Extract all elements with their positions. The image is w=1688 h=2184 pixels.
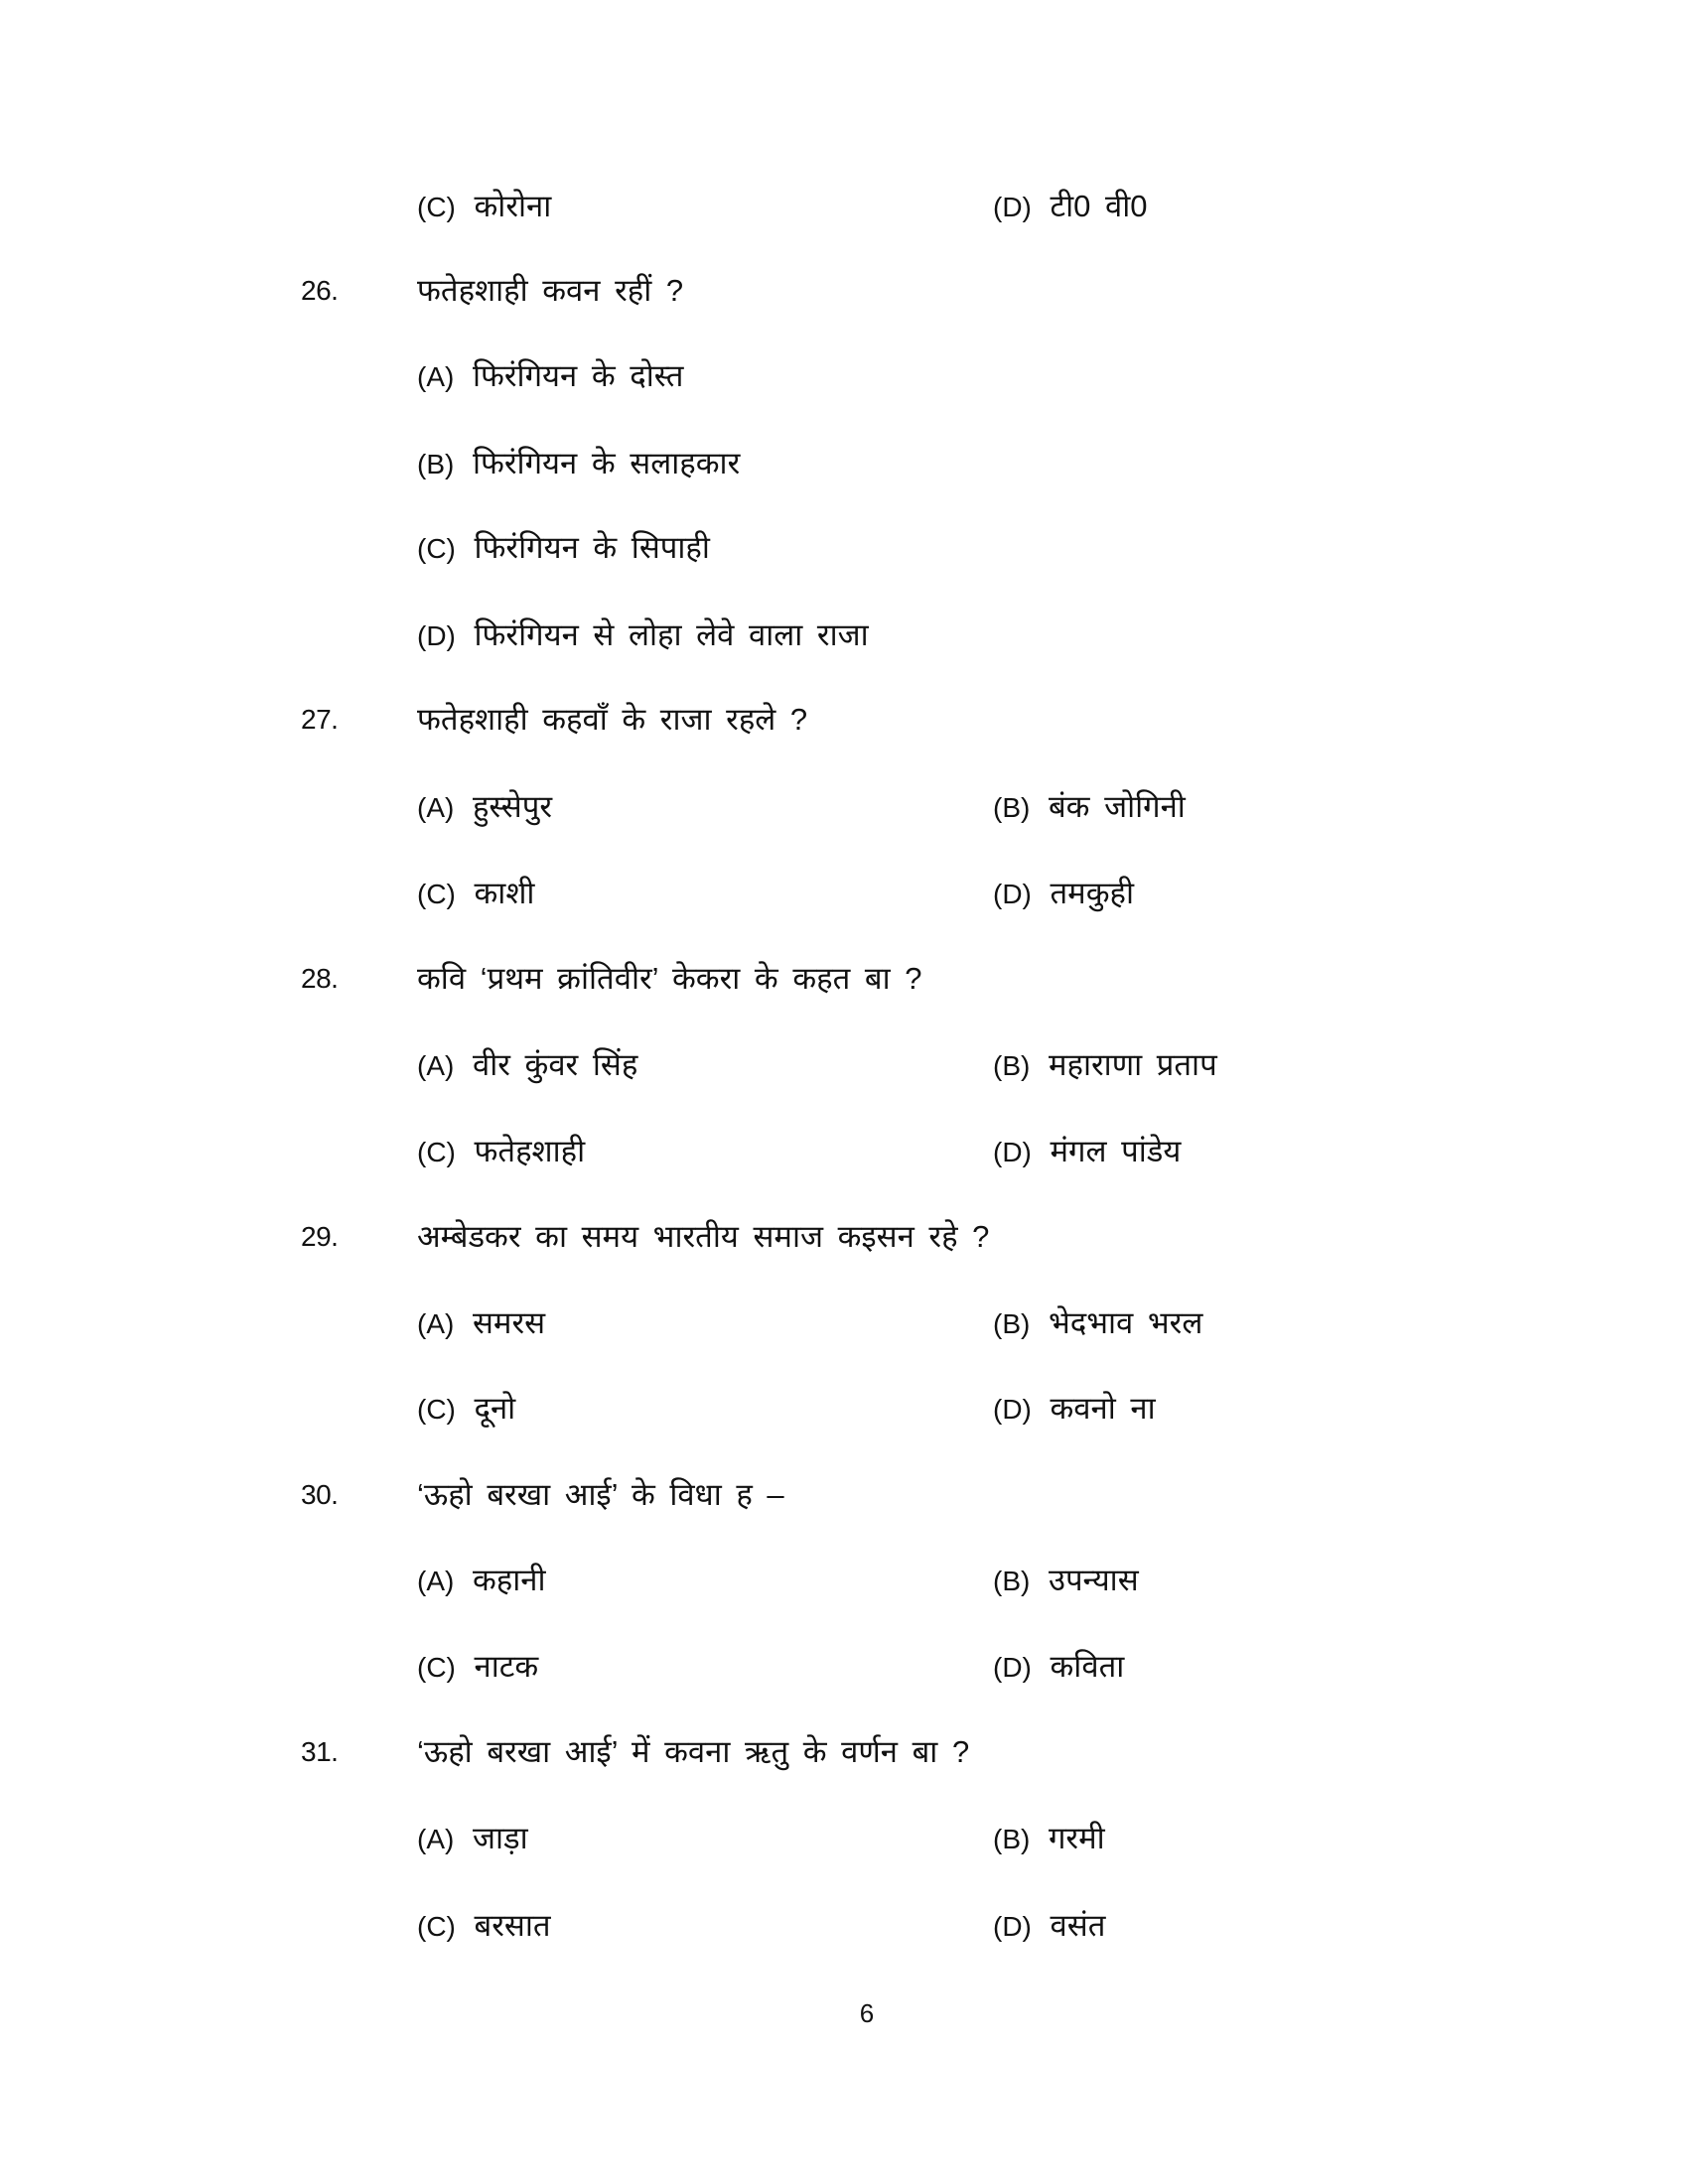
question-text: फतेहशाही कहवाँ के राजा रहले ? bbox=[417, 702, 808, 737]
question-31 bbox=[0, 1722, 1688, 1782]
option-text: फिरंगियन के दोस्त bbox=[472, 358, 684, 393]
option-label: (B) bbox=[993, 1824, 1031, 1854]
option-a bbox=[417, 777, 552, 838]
option-c bbox=[417, 1122, 585, 1182]
option-label: (C) bbox=[417, 192, 456, 222]
option-text: फिरंगियन से लोहा लेवे वाला राजा bbox=[474, 617, 869, 652]
option-b bbox=[993, 1551, 1139, 1611]
question-text: कवि ‘प्रथम क्रांतिवीर’ केकरा के कहत बा ? bbox=[417, 961, 922, 996]
option-label: (B) bbox=[417, 449, 455, 479]
option-label: (C) bbox=[417, 1137, 456, 1167]
option-d bbox=[417, 606, 869, 666]
q26-option-d-row bbox=[0, 606, 1688, 665]
q28-options-ab-row bbox=[0, 1035, 1688, 1095]
question-number: 30. bbox=[301, 1479, 339, 1510]
option-label: (C) bbox=[417, 1394, 456, 1425]
option-text: महाराणा प्रताप bbox=[1048, 1047, 1217, 1082]
option-a bbox=[417, 346, 683, 407]
question-text: ‘ऊहो बरखा आई’ के विधा ह – bbox=[417, 1477, 784, 1512]
option-text: दूनो bbox=[474, 1391, 516, 1426]
option-label: (B) bbox=[993, 1050, 1031, 1081]
q31-options-ab-row bbox=[0, 1809, 1688, 1868]
option-c bbox=[417, 1637, 538, 1698]
q26-option-c-row bbox=[0, 518, 1688, 578]
question-27 bbox=[0, 690, 1688, 750]
option-d bbox=[993, 1896, 1105, 1957]
question-text: फतेहशाही कवन रहीं ? bbox=[417, 273, 684, 308]
option-text: वीर कुंवर सिंह bbox=[472, 1047, 638, 1082]
question-number: 28. bbox=[301, 963, 339, 994]
option-label: (A) bbox=[417, 1566, 455, 1596]
option-d bbox=[993, 864, 1134, 924]
carryover-options-row bbox=[0, 177, 1688, 236]
option-label: (D) bbox=[993, 879, 1032, 909]
option-text: समरस bbox=[472, 1305, 546, 1340]
q27-options-ab-row bbox=[0, 777, 1688, 837]
option-a bbox=[417, 1551, 546, 1611]
option-c bbox=[417, 1896, 551, 1957]
option-c bbox=[417, 177, 551, 237]
option-text: फिरंगियन के सलाहकार bbox=[472, 446, 741, 480]
option-text: हुस्सेपुर bbox=[472, 789, 553, 824]
option-b bbox=[993, 777, 1186, 838]
option-label: (C) bbox=[417, 879, 456, 909]
option-label: (A) bbox=[417, 1824, 455, 1854]
option-label: (C) bbox=[417, 1911, 456, 1942]
question-text: ‘ऊहो बरखा आई’ में कवना ऋतु के वर्णन बा ? bbox=[417, 1734, 970, 1769]
option-text: फिरंगियन के सिपाही bbox=[474, 530, 710, 565]
option-a bbox=[417, 1294, 545, 1354]
option-b bbox=[993, 1809, 1105, 1869]
option-text: उपन्यास bbox=[1048, 1563, 1139, 1597]
option-d bbox=[993, 1379, 1156, 1439]
question-28 bbox=[0, 949, 1688, 1009]
option-label: (C) bbox=[417, 533, 456, 564]
q28-options-cd-row bbox=[0, 1122, 1688, 1181]
option-a bbox=[417, 1035, 637, 1096]
option-label: (B) bbox=[993, 792, 1031, 823]
option-label: (D) bbox=[993, 1137, 1032, 1167]
page-number: 6 bbox=[859, 1998, 875, 2028]
option-label: (D) bbox=[993, 1652, 1032, 1683]
option-text: बरसात bbox=[474, 1908, 551, 1943]
option-label: (B) bbox=[993, 1308, 1031, 1339]
option-label: (D) bbox=[993, 1911, 1032, 1942]
option-label: (A) bbox=[417, 1308, 455, 1339]
option-label: (A) bbox=[417, 361, 455, 392]
option-c bbox=[417, 864, 534, 924]
question-26 bbox=[0, 261, 1688, 321]
option-text: टी0 वी0 bbox=[1050, 189, 1148, 223]
option-b bbox=[993, 1035, 1217, 1096]
option-text: वसंत bbox=[1050, 1908, 1106, 1943]
option-b bbox=[417, 434, 740, 494]
option-label: (D) bbox=[993, 192, 1032, 222]
question-number: 31. bbox=[301, 1736, 339, 1767]
option-d bbox=[993, 1637, 1124, 1698]
question-30 bbox=[0, 1465, 1688, 1525]
option-label: (A) bbox=[417, 792, 455, 823]
question-number: 29. bbox=[301, 1221, 339, 1252]
q26-option-b-row bbox=[0, 434, 1688, 493]
q26-option-a-row bbox=[0, 346, 1688, 406]
option-text: काशी bbox=[474, 876, 535, 910]
option-text: फतेहशाही bbox=[474, 1134, 586, 1168]
question-29 bbox=[0, 1207, 1688, 1267]
option-label: (A) bbox=[417, 1050, 455, 1081]
option-label: (D) bbox=[993, 1394, 1032, 1425]
option-text: जाड़ा bbox=[472, 1821, 528, 1855]
question-number: 26. bbox=[301, 275, 339, 306]
option-text: कवनो ना bbox=[1050, 1391, 1156, 1426]
q29-options-cd-row bbox=[0, 1379, 1688, 1438]
q30-options-cd-row bbox=[0, 1637, 1688, 1697]
option-c bbox=[417, 518, 710, 579]
option-label: (D) bbox=[417, 620, 456, 651]
option-text: कोरोना bbox=[474, 189, 552, 223]
q29-options-ab-row bbox=[0, 1294, 1688, 1353]
option-text: नाटक bbox=[474, 1649, 539, 1684]
q27-options-cd-row bbox=[0, 864, 1688, 923]
option-b bbox=[993, 1294, 1202, 1354]
option-text: मंगल पांडेय bbox=[1050, 1134, 1182, 1168]
option-a bbox=[417, 1809, 528, 1869]
option-label: (B) bbox=[993, 1566, 1031, 1596]
option-label: (C) bbox=[417, 1652, 456, 1683]
option-text: बंक जोगिनी bbox=[1048, 789, 1186, 824]
option-text: कविता bbox=[1050, 1649, 1125, 1684]
option-c bbox=[417, 1379, 515, 1439]
q31-options-cd-row bbox=[0, 1896, 1688, 1956]
option-d bbox=[993, 177, 1148, 237]
option-text: गरमी bbox=[1048, 1821, 1105, 1855]
option-text: भेदभाव भरल bbox=[1048, 1305, 1203, 1340]
q30-options-ab-row bbox=[0, 1551, 1688, 1610]
question-text: अम्बेडकर का समय भारतीय समाज कइसन रहे ? bbox=[417, 1219, 990, 1254]
option-text: कहानी bbox=[472, 1563, 546, 1597]
option-d bbox=[993, 1122, 1181, 1182]
option-text: तमकुही bbox=[1050, 876, 1135, 910]
question-number: 27. bbox=[301, 704, 339, 735]
